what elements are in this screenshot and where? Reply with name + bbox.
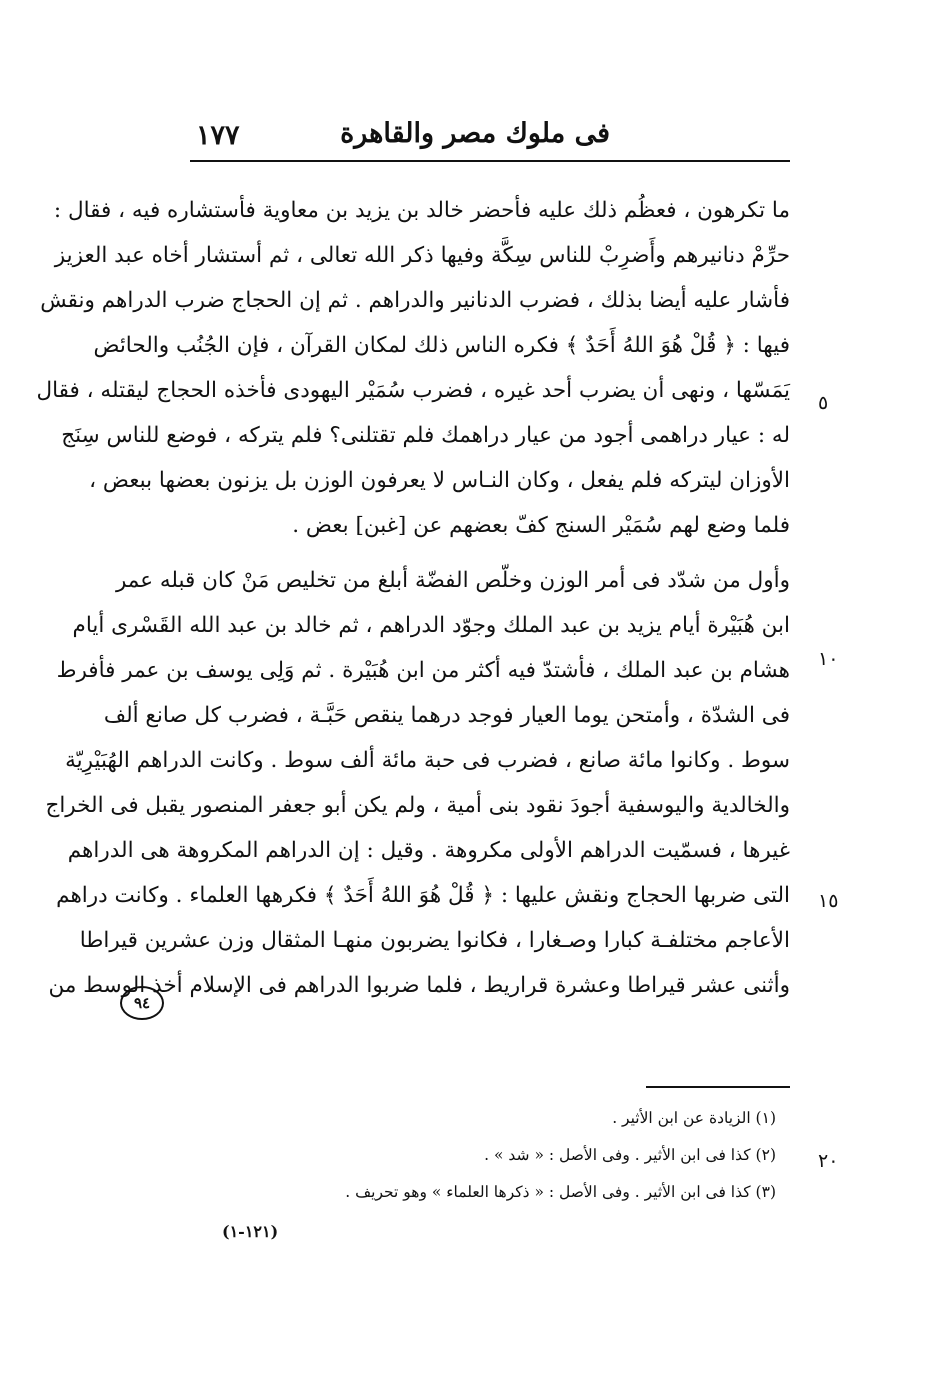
body-line: فأشار عليه أيضا بذلك ، فضرب الدنانير والدراهم . ثم إن الحجاج ضرب الدراهم ونقش [40,288,790,313]
body-line: غيرها ، فسمّيت الدراهم الأولى مكروهة . وقيل : إن الدراهم المكروهة هى الدراهم [67,838,790,863]
body-line: التى ضربها الحجاج ونقش عليها : ﴿ قُلْ هُوَ اللهُ أَحَدٌ ﴾ فكرهها العلماء . وكانت دراهم [56,883,790,908]
body-line: هشام بن عبد الملك ، فأشتدّ فيه أكثر من ابن هُبَيْرة . ثم وَلِى يوسف بن عمر فأفرط [56,658,790,683]
body-line: ما تكرهون ، فعظُم ذلك عليه فأحضر خالد بن يزيد بن معاوية فأستشاره فيه ، فقال : [53,198,790,223]
footnote: (١) الزيادة عن ابن الأثير . [612,1109,776,1127]
body-line: فيها : ﴿ قُلْ هُوَ اللهُ أَحَدٌ ﴾ فكره الناس ذلك لمكان القرآن ، فإن الجُنُب والحائض [93,333,790,358]
body-line: ابن هُبَيْرة أيام يزيد بن عبد الملك وجوّد الدراهم ، ثم خالد بن عبد الله القَسْرى أيام [72,613,790,638]
page-header [190,118,790,158]
page-number: ١٧٧ [196,120,240,151]
body-line: فلما وضع لهم سُمَيْر السنج كفّ بعضهم عن [غبن] بعض . [292,513,790,538]
body-line: والخالدية واليوسفية أجودَ نقود بنى أمية ، ولم يكن أبو جعفر المنصور يقبل فى الخراج [45,793,790,818]
body-line: الأعاجم مختلفـة كبارا وصـغارا ، فكانوا يضربون منهـا المثقال وزن عشرين قيراطا [79,928,790,953]
body-line: وأثنى عشر قيراطا وعشرة قراريط ، فلما ضربوا الدراهم فى الإسلام أخذ الوسط من [48,973,790,998]
line-number-5: ٥ [818,392,829,414]
footnote: (٢) كذا فى ابن الأثير . وفى الأصل : « شد » . [484,1146,776,1164]
body-line: وأول من شدّد فى أمر الوزن وخلّص الفضّة أبلغ من تخليص مَنْ كان قبله عمر [115,568,790,593]
line-number-10: ١٠ [818,648,839,670]
body-line: له : عيار دراهمى أجود من عيار دراهمك فلم تقتلنى؟ فلم يتركه ، فوضع للناس سِنَج [61,423,790,448]
body-line: حرِّمْ دنانيرهم وأَضرِبْ للناس سِكَّة وفيها ذكر الله تعالى ، ثم أستشار أخاه عبد العزيز [54,243,790,268]
body-line: فى الشدّة ، وأمتحن يوما العيار فوجد درهما ينقص حَبَّـة ، فضرب كل صانع ألف [103,703,790,728]
body-line: سوط . وكانوا مائة صانع ، فضرب فى حبة مائة ألف سوط . وكانت الدراهم الهُبَيْرِيّة [65,748,790,773]
footnote-rule [646,1086,790,1088]
footnote: (٣) كذا فى ابن الأثير . وفى الأصل : « ذكرها العلماء » وهو تحريف . [345,1183,776,1201]
line-number-15: ١٥ [818,890,839,912]
header-rule [190,160,790,162]
footnotes [190,1100,790,1211]
manuscript-folio-seal: ٩٤ [120,986,164,1020]
body-line: يَمَسّها ، ونهى أن يضرب أحد غيره ، فضرب سُمَيْر اليهودى فأخذه الحجاج ليقتله ، فقال [36,378,790,403]
line-number-20: ٢٠ [818,1150,839,1172]
body-line: الأوزان ليتركه فلم يفعل ، وكان النـاس لا يعرفون الوزن بل يزنون بعضها ببعض ، [89,468,790,493]
running-title: فى ملوك مصر والقاهرة [340,118,610,149]
signature-mark: (١٢١-١) [222,1222,279,1241]
